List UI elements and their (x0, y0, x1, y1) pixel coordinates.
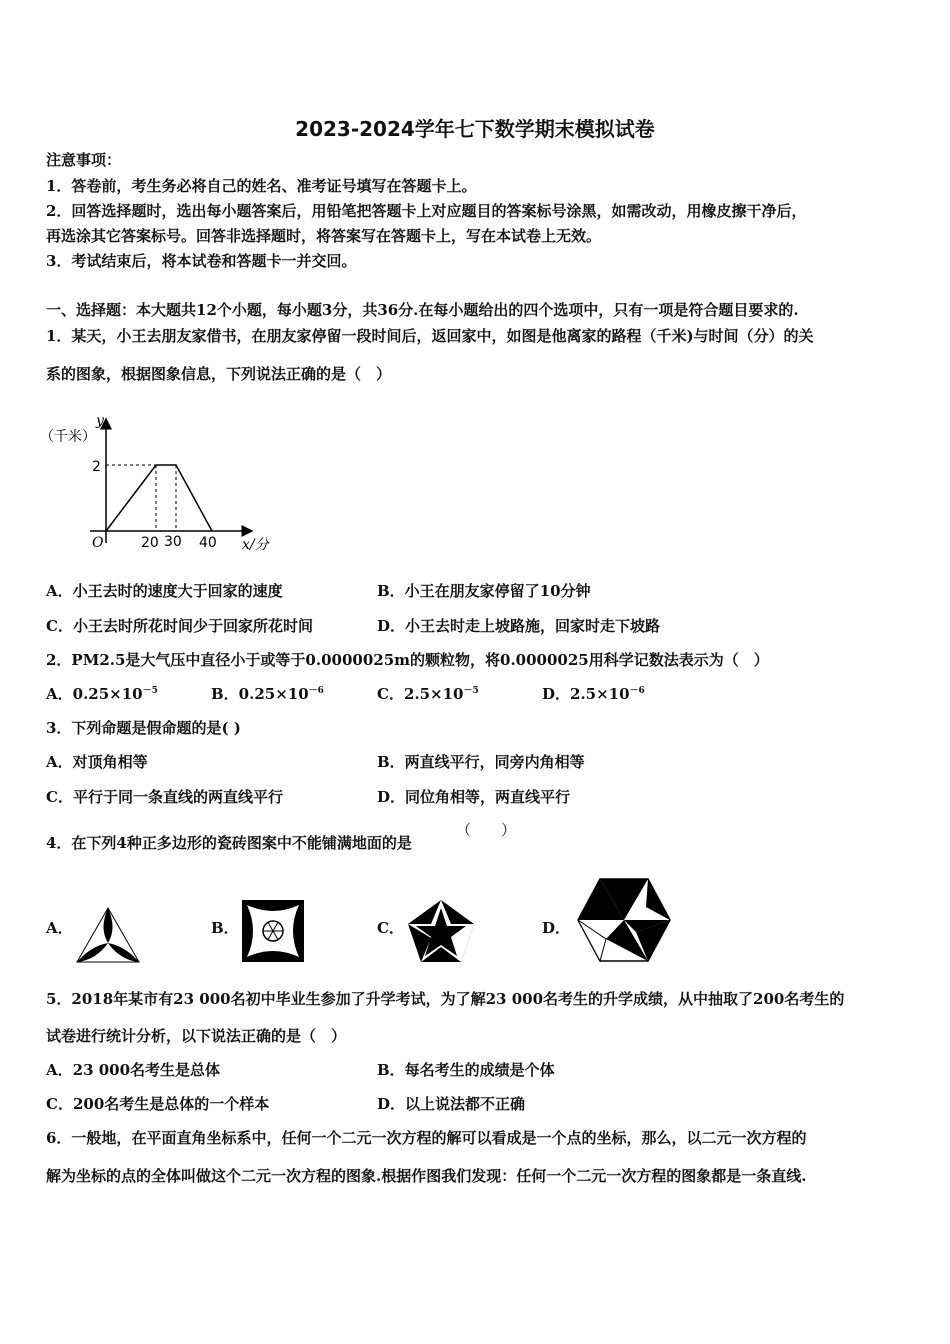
q1-stem-line2: 系的图象，根据图象信息，下列说法正确的是（ ） (46, 365, 392, 383)
page-title: 2023-2024学年七下数学期末模拟试卷 (295, 117, 655, 141)
origin-label: O (92, 535, 104, 551)
q4-paren: （ ） (456, 821, 517, 839)
q1-option-a: A．小王去时的速度大于回家的速度 (46, 582, 283, 600)
q2-option-b-exponent: －6 (308, 686, 324, 696)
y-label: y (96, 413, 104, 429)
y-unit: （千米） (40, 429, 96, 445)
q2-option-b: B．$0.25\times 10^{-6}$ (211, 685, 324, 703)
q1-option-d: D．小王去时走上坡路施，回家时走下坡路 (377, 617, 661, 635)
q5-option-b: B．每名考生的成绩是个体 (377, 1061, 555, 1079)
x-tick-30: 30 (164, 534, 182, 550)
y-tick-2: 2 (92, 459, 101, 475)
notice-heading: 注意事项： (46, 151, 122, 169)
q4-option-a-label: A． (46, 919, 73, 937)
q4-option-c-tile (406, 898, 476, 964)
q2-option-c: C．$2.5\times 10^{-5}$ (377, 685, 479, 703)
q2-option-c-exponent: －5 (463, 686, 479, 696)
q4-stem: 4．在下列4种正多边形的瓷砖图案中不能铺满地面的是 (46, 834, 412, 852)
x-label: x/分 (242, 537, 269, 553)
q1-stem-line1: 1．某天，小王去朋友家借书，在朋友家停留一段时间后，返回家中，如图是他离家的路程（千米)与时间（分）的关 (46, 327, 814, 345)
q4-option-d-label: D． (542, 919, 571, 937)
q4-option-c-label: C． (377, 919, 404, 937)
q4-option-b-label: B． (211, 919, 239, 937)
q1-option-b: B．小王在朋友家停留了10分钟 (377, 582, 591, 600)
x-tick-20: 20 (141, 535, 159, 551)
q4-option-d-tile (576, 877, 672, 963)
q1-option-c: C．小王去时所花时间少于回家所花时间 (46, 617, 313, 635)
q5-option-a: A．23 000名考生是总体 (46, 1061, 221, 1079)
section-heading: 一、选择题：本大题共12个小题，每小题3分，共36分.在每小题给出的四个选项中，只有一项是符合题目要求的. (46, 301, 799, 319)
q4-option-b-tile (241, 899, 305, 963)
q5-stem-line1: 5．2018年某市有23 000名初中毕业生参加了升学考试，为了解23 000名考生的升学成绩，从中抽取了200名考生的 (46, 990, 845, 1008)
q3-option-b: B．两直线平行，同旁内角相等 (377, 753, 585, 771)
notice-item-1: 1．答卷前，考生务必将自己的姓名、准考证号填写在答题卡上。 (46, 177, 477, 195)
q3-option-a: A．对顶角相等 (46, 753, 148, 771)
distance-line (106, 465, 212, 531)
q3-stem: 3．下列命题是假命题的是( ) (46, 719, 241, 737)
q4-option-a-tile (75, 906, 141, 964)
notice-item-3: 3．考试结束后，将本试卷和答题卡一并交回。 (46, 252, 357, 270)
q6-stem-line2: 解为坐标的点的全体叫做这个二元一次方程的图象.根据作图我们发现：任何一个二元一次方程的图象都是一条直线. (46, 1167, 807, 1185)
q5-option-d: D．以上说法都不正确 (377, 1095, 526, 1113)
q3-option-d: D．同位角相等，两直线平行 (377, 788, 571, 806)
q5-option-c: C．200名考生是总体的一个样本 (46, 1095, 270, 1113)
q2-option-a: A．$0.25\times 10^{-5}$ (46, 685, 158, 703)
q1-distance-time-graph (40, 405, 280, 555)
x-tick-40: 40 (199, 535, 217, 551)
q2-option-d-exponent: －6 (629, 686, 645, 696)
q6-stem-line1: 6．一般地，在平面直角坐标系中，任何一个二元一次方程的解可以看成是一个点的坐标，那么，以二元一次方程的 (46, 1129, 807, 1147)
q5-stem-line2: 试卷进行统计分析，以下说法正确的是（ ） (46, 1027, 347, 1045)
q3-option-c: C．平行于同一条直线的两直线平行 (46, 788, 283, 806)
q2-stem: 2．PM2.5是大气压中直径小于或等于0.0000025m的颗粒物，将0.0000025用科学记数法表示为（ ） (46, 651, 769, 669)
notice-item-2-cont: 再选涂其它答案标号。回答非选择题时，将答案写在答题卡上，写在本试卷上无效。 (46, 227, 602, 245)
q2-option-d: D．$2.5\times 10^{-6}$ (542, 685, 645, 703)
notice-item-2: 2．回答选择题时，选出每小题答案后，用铅笔把答题卡上对应题目的答案标号涂黑，如需改动，用橡皮擦干净后， (46, 202, 807, 220)
q2-option-a-exponent: －5 (142, 686, 158, 696)
